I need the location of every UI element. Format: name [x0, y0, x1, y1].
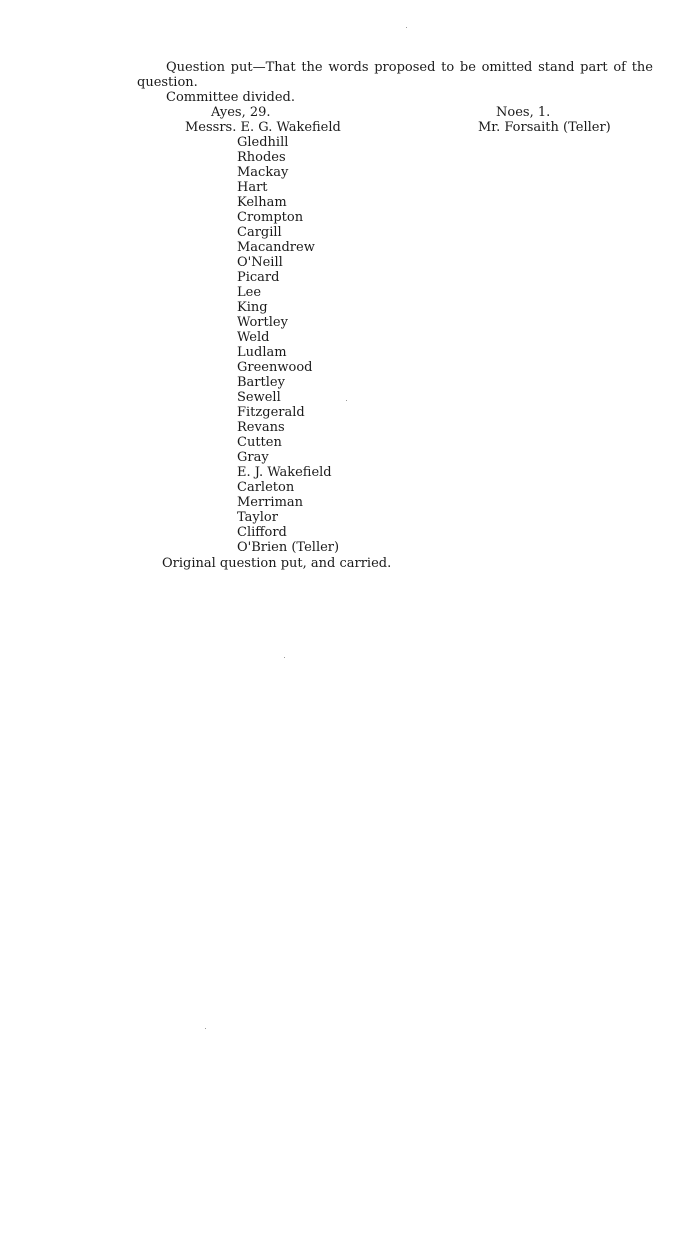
paper-speck	[205, 1028, 206, 1029]
noes-member: Mr. Forsaith (Teller)	[478, 120, 611, 135]
ayes-first-entry	[185, 120, 341, 135]
motion-paragraph: Question put—That the words proposed to be omitted stand part of the question.	[137, 60, 653, 90]
ayes-member: King	[237, 300, 268, 315]
ayes-member: Weld	[237, 330, 270, 345]
ayes-member: Clifford	[237, 525, 287, 540]
ayes-member: Ludlam	[237, 345, 287, 360]
ayes-member: Mackay	[237, 165, 289, 180]
ayes-member: Cutten	[237, 435, 282, 450]
ayes-member: Sewell	[237, 390, 281, 405]
ayes-heading: Ayes, 29.	[211, 105, 271, 120]
ayes-member: E. J. Wakefield	[237, 465, 332, 480]
ayes-member: Lee	[237, 285, 262, 300]
ayes-member: Taylor	[237, 510, 278, 525]
ayes-member: Bartley	[237, 375, 285, 390]
ayes-member: Merriman	[237, 495, 304, 510]
ayes-member: Wortley	[237, 315, 288, 330]
paper-speck	[284, 657, 285, 658]
ayes-member: Kelham	[237, 195, 287, 210]
noes-heading: Noes, 1.	[496, 105, 551, 120]
ayes-member: Gray	[237, 450, 269, 465]
ayes-member: Rhodes	[237, 150, 286, 165]
ayes-member: O'Brien (Teller)	[237, 540, 340, 555]
messrs-prefix: Messrs.	[185, 120, 237, 135]
ayes-member: Greenwood	[237, 360, 313, 375]
division-intro: Committee divided.	[166, 90, 296, 105]
ayes-member: Crompton	[237, 210, 304, 225]
ayes-member: O'Neill	[237, 255, 283, 270]
ayes-member-list	[237, 135, 339, 555]
paper-speck	[346, 400, 347, 401]
result-line: Original question put, and carried.	[162, 556, 392, 571]
paper-speck	[406, 27, 407, 28]
ayes-member: Macandrew	[237, 240, 315, 255]
ayes-member: Hart	[237, 180, 268, 195]
ayes-member: Picard	[237, 270, 280, 285]
ayes-member: Revans	[237, 420, 285, 435]
ayes-member: Gledhill	[237, 135, 289, 150]
ayes-member: Fitzgerald	[237, 405, 305, 420]
ayes-member: Carleton	[237, 480, 295, 495]
ayes-member: Cargill	[237, 225, 282, 240]
ayes-member: E. G. Wakefield	[240, 120, 341, 135]
